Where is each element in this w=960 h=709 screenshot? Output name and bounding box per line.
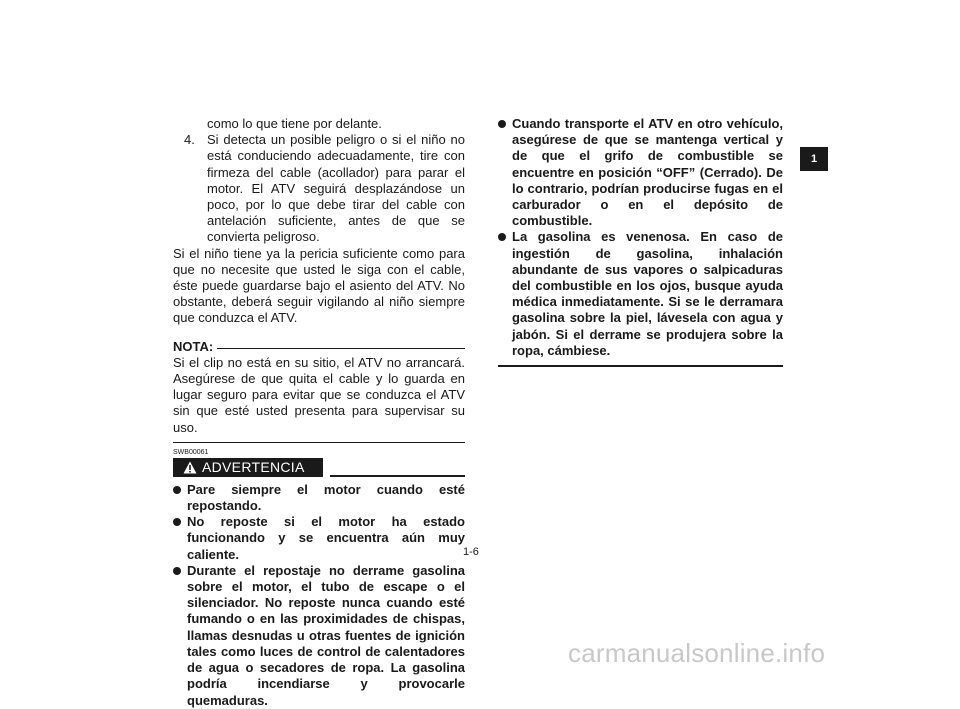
- watermark: carmanualsonline.info: [568, 638, 826, 668]
- warning-text: La gasolina es venenosa. En caso de ingestión de gasolina, inhalación abundante de sus vapores o salpicaduras del combustible en los ojos, busque ayuda médica inmediatamente. Si se le derramara gasolina sobre la piel, lávesela con agua y jabón. Si el derrame se produjera sobre la ropa, cámbiese.: [512, 229, 783, 358]
- warning-text: Durante el repostaje no derrame gasolina sobre el motor, el tubo de escape o el silenciador. No reposte nunca cuando esté fumando o en las proximidades de chispas, llamas desnudas u otras fuentes de ignición tales como luces de control de calentadores de agua o secadores de ropa. La gasolina podría incendiarse y provocarle quemaduras.: [187, 562, 465, 708]
- warning-text: No reposte si el motor ha estado funcionando y se encuentra aún muy caliente.: [187, 514, 465, 562]
- left-column: [173, 116, 465, 709]
- warning-banner: [173, 458, 323, 477]
- warning-item: [173, 482, 465, 514]
- warning-item: [173, 563, 465, 709]
- bullet-dot-icon: [173, 518, 181, 526]
- nota-heading: [173, 339, 465, 355]
- bullet-dot-icon: [498, 233, 506, 241]
- page-number: 1-6: [463, 546, 479, 558]
- warning-code: SWB00061: [173, 448, 209, 456]
- warning-end-rule: [498, 365, 783, 367]
- warning-header: [173, 458, 465, 477]
- item-number: 4.: [184, 132, 195, 148]
- warning-text: Cuando transporte el ATV en otro vehículo, asegúrese de que se mantenga vertical y de que el grifo de combustible se encuentre en posición “OFF” (Cerrado). De lo contrario, podrían producirse fugas en el carburador o en el depósito de combustible.: [512, 116, 783, 229]
- body-paragraph: Si el niño tiene ya la pericia suficiente como para que no necesite que usted le siga con el cable, éste puede guardarse bajo el asiento del ATV. No obstante, deberá seguir vigilando al niño siempre que conduzca el ATV.: [173, 245, 465, 326]
- right-column: [498, 116, 783, 367]
- warning-item: [173, 514, 465, 563]
- bullet-dot-icon: [173, 567, 181, 575]
- nota-end-rule: [173, 442, 465, 443]
- list-item-4: [173, 132, 465, 245]
- nota-text: Si el clip no está en su sitio, el ATV no arrancará. Asegúrese de que quita el cable y lo guarda en lugar seguro para evitar que se conduzca el ATV sin que esté usted presenta para supervisar su uso.: [173, 354, 465, 435]
- nota-label: NOTA:: [173, 338, 214, 354]
- warning-item: [498, 116, 783, 229]
- item3-continuation: como lo que tiene por delante.: [207, 116, 382, 131]
- warning-list: [173, 482, 465, 709]
- bullet-dot-icon: [173, 486, 181, 494]
- warning-text: Pare siempre el motor cuando esté repostando.: [187, 481, 465, 514]
- warning-title: ADVERTENCIA: [202, 459, 305, 476]
- warning-item: [498, 229, 783, 359]
- warning-triangle-icon: [183, 461, 197, 474]
- chapter-tab: 1: [800, 147, 828, 171]
- item-text: Si detecta un posible peligro o si el niño no está conduciendo adecuadamente, tire con firmeza del cable (acollador) para parar el motor. El ATV seguirá desplazándose un poco, por lo que debe tirar del cable con antelación suficiente, antes de que se convierta peligroso.: [207, 132, 465, 245]
- bullet-dot-icon: [498, 120, 506, 128]
- nota-rule: [217, 348, 465, 349]
- warning-rule: [330, 475, 465, 477]
